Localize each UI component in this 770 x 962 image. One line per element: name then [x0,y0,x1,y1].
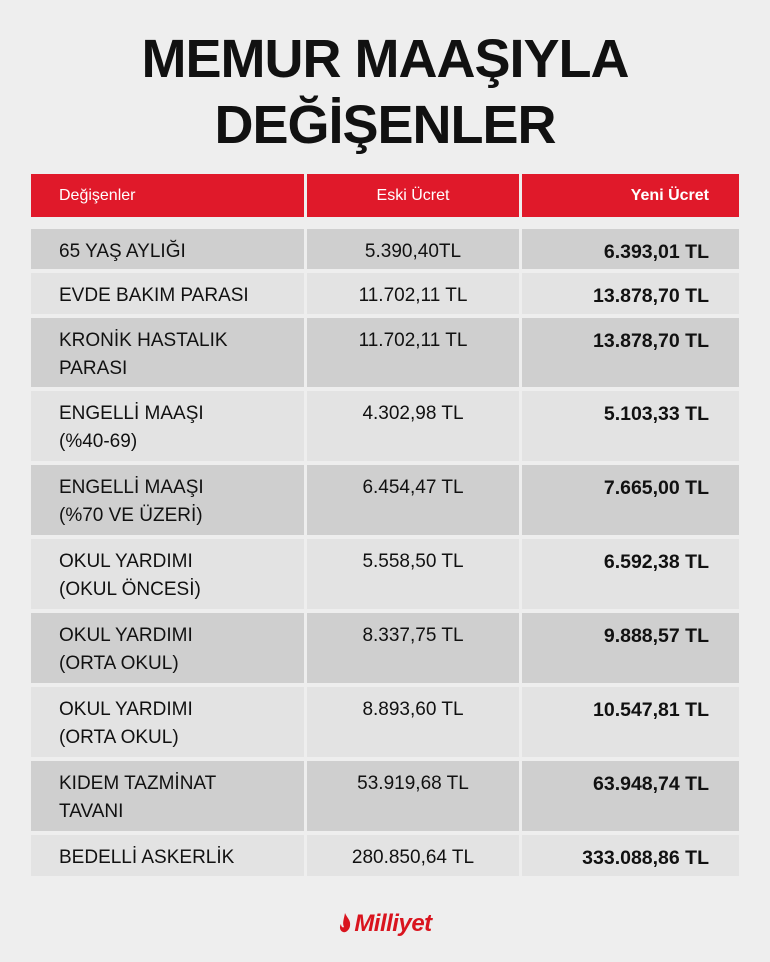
row-new-fee: 333.088,86 TL [522,835,739,876]
row-old-fee: 6.454,47 TL [307,465,519,535]
row-new-fee: 9.888,57 TL [522,613,739,683]
row-old-fee: 11.702,11 TL [307,273,519,314]
logo-text: Milliyet [354,910,432,937]
row-name [31,229,304,269]
row-new-fee: 13.878,70 TL [522,318,739,387]
row-name-line: ENGELLİ MAAŞI [59,477,204,498]
page-title-line1: MEMUR MAAŞIYLA [141,29,629,89]
row-old-fee: 5.390,40TL [307,229,519,269]
row-new-fee: 10.547,81 TL [522,687,739,757]
table-row [31,613,739,683]
row-name-line: OKUL YARDIMI [59,551,193,572]
table-row [31,835,739,876]
row-new-fee: 6.393,01 TL [522,229,739,269]
row-name [31,835,304,876]
header-new-fee: Yeni Ücret [522,174,739,217]
row-name [31,613,304,683]
row-name [31,539,304,609]
row-name-line: PARASI [59,358,128,379]
header-old-fee: Eski Ücret [307,174,519,217]
row-old-fee: 8.337,75 TL [307,613,519,683]
table-row [31,761,739,831]
row-old-fee: 4.302,98 TL [307,391,519,461]
row-name-line: (%70 VE ÜZERİ) [59,505,203,526]
row-name [31,318,304,387]
row-name [31,273,304,314]
table-row [31,539,739,609]
table-header [31,174,739,217]
table-body [31,229,739,876]
row-new-fee: 5.103,33 TL [522,391,739,461]
row-old-fee: 280.850,64 TL [307,835,519,876]
row-name-line: (OKUL ÖNCESİ) [59,579,201,600]
row-name-line: KIDEM TAZMİNAT [59,773,217,794]
row-name [31,465,304,535]
page-title-line2: DEĞİŞENLER [214,95,556,155]
table-row [31,687,739,757]
row-name-line: (ORTA OKUL) [59,653,179,674]
row-name-line: OKUL YARDIMI [59,625,193,646]
row-new-fee: 6.592,38 TL [522,539,739,609]
row-name-line: BEDELLİ ASKERLİK [59,847,235,868]
salary-table [31,174,739,880]
row-name [31,761,304,831]
table-row [31,465,739,535]
row-name-line: (ORTA OKUL) [59,727,179,748]
row-new-fee: 13.878,70 TL [522,273,739,314]
row-name-line: EVDE BAKIM PARASI [59,285,249,306]
table-row [31,229,739,269]
row-name [31,391,304,461]
table-row [31,318,739,387]
header-changes: Değişenler [31,174,304,217]
row-name-line: ENGELLİ MAAŞI [59,403,204,424]
flame-icon [338,913,352,933]
row-name-line: (%40-69) [59,431,138,452]
milliyet-logo [0,910,770,938]
row-name-line: TAVANI [59,801,124,822]
table-row [31,273,739,314]
row-name-line: 65 YAŞ AYLIĞI [59,241,186,262]
row-old-fee: 5.558,50 TL [307,539,519,609]
row-name [31,687,304,757]
row-new-fee: 7.665,00 TL [522,465,739,535]
row-name-line: KRONİK HASTALIK [59,330,228,351]
row-old-fee: 11.702,11 TL [307,318,519,387]
row-old-fee: 8.893,60 TL [307,687,519,757]
row-name-line: OKUL YARDIMI [59,699,193,720]
row-old-fee: 53.919,68 TL [307,761,519,831]
table-row [31,391,739,461]
row-new-fee: 63.948,74 TL [522,761,739,831]
